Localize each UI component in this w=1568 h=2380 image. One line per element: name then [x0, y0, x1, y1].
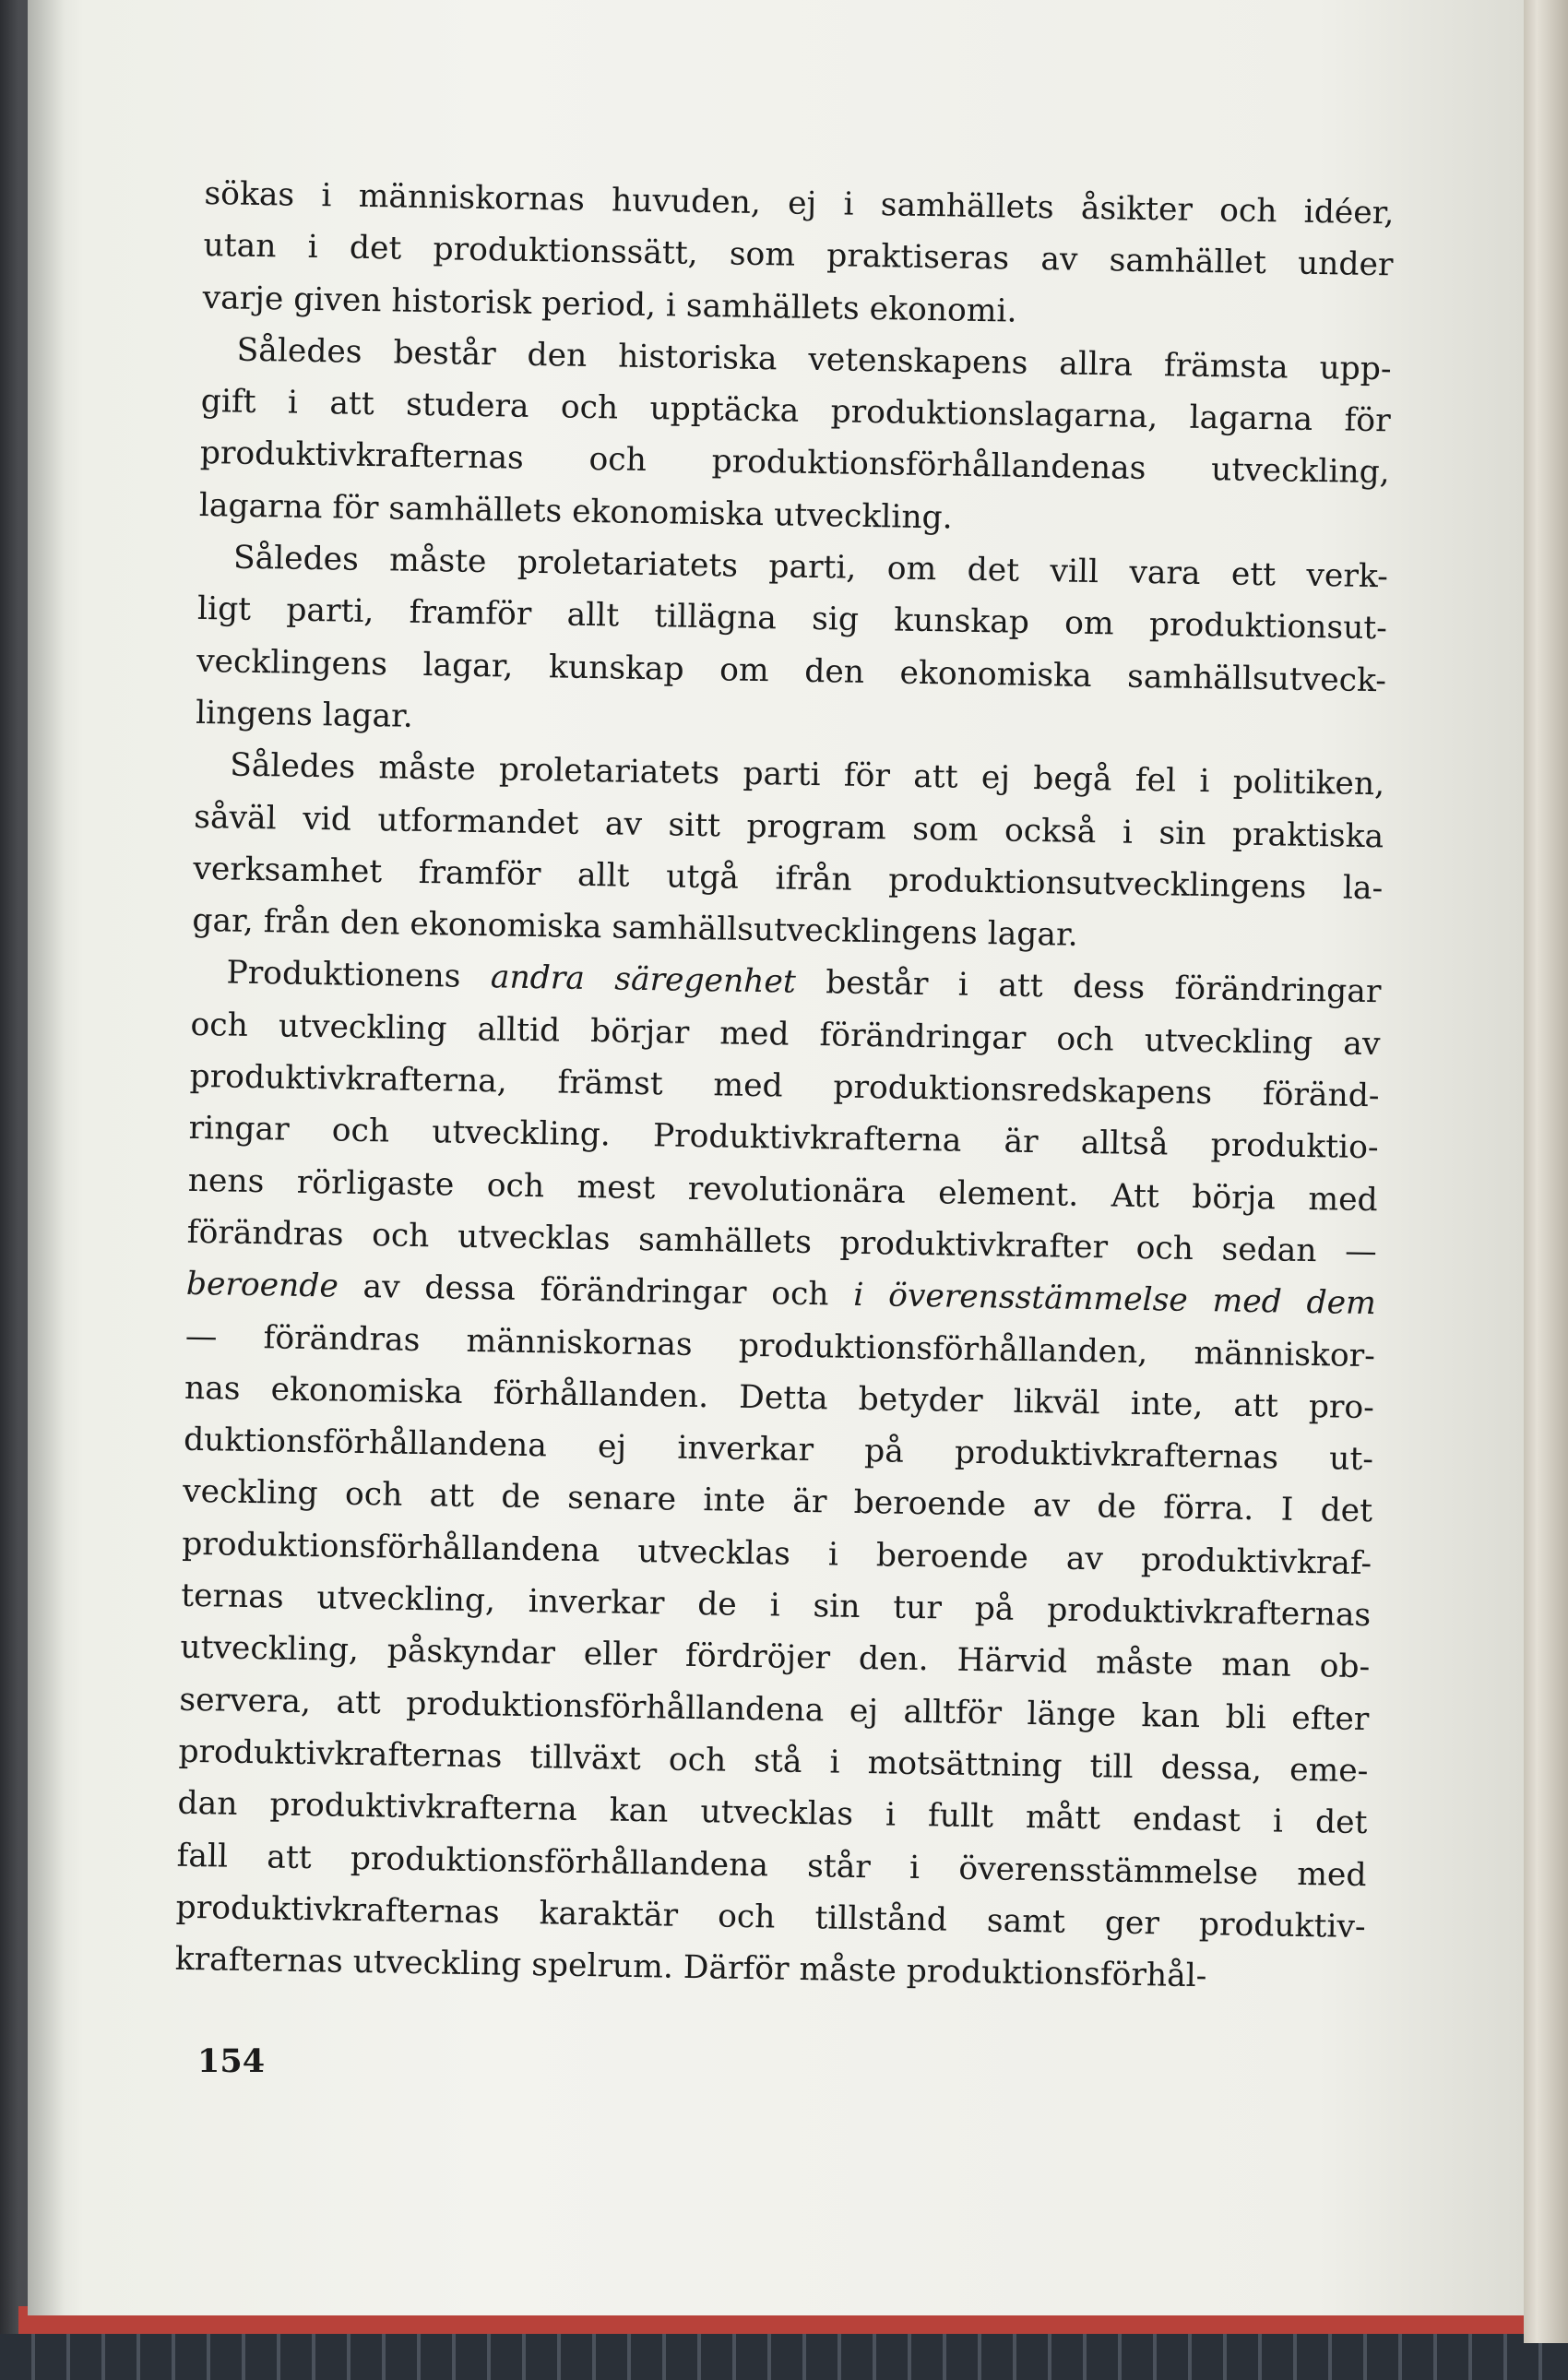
spine-shadow	[28, 0, 65, 2315]
text-line: sökas i människornas huvuden, ej i samhällets åsikter och idéer,	[204, 174, 1395, 232]
text-line: Således består den historiska vetenskapens allra främsta upp-	[236, 331, 1392, 388]
text-line: verksamhet framför allt utgå ifrån produktionsutvecklingens la-	[193, 850, 1384, 908]
text-line: vecklingens lagar, kunskap om den ekonomiska samhällsutveck-	[196, 642, 1387, 699]
text-line: gar, från den ekonomiska samhällsutvecklingens lagar.	[192, 902, 1079, 954]
text-line: dan produktivkrafterna kan utvecklas i fullt mått endast i det	[177, 1784, 1368, 1842]
page-number: 154	[197, 2042, 266, 2080]
text-line: krafternas utveckling spelrum. Därför måste produktionsförhål-	[174, 1940, 1207, 1995]
text-line: veckling och att de senare inte är beroende av de förra. I det	[182, 1473, 1373, 1530]
text-run: består i att dess förändringar	[795, 964, 1382, 1011]
text-line: förändras och utvecklas samhällets produktivkrafter och sedan —	[186, 1213, 1378, 1271]
text-line: såväl vid utformandet av sitt program som också i sin praktiska	[194, 798, 1384, 855]
text-line: servera, att produktionsförhållandena ej alltför länge kan bli efter	[179, 1681, 1370, 1738]
text-line: nens rörligaste och mest revolutionära element. Att börja med	[187, 1161, 1378, 1219]
text-line: och utveckling alltid börjar med förändringar och utveckling av	[190, 1006, 1381, 1064]
emphasized-text: andra säregenhet	[490, 958, 797, 1002]
surface-strip	[0, 2334, 1568, 2380]
text-run: av dessa förändringar och	[338, 1267, 854, 1315]
text-line: fall att produktionsförhållandena står i överensstämmelse med	[176, 1837, 1367, 1894]
text-run: Produktionens	[226, 954, 492, 996]
emphasized-text: i överensstämmelse med dem	[853, 1277, 1377, 1323]
text-line: lingens lagar.	[195, 694, 414, 735]
text-line: ternas utveckling, inverkar de i sin tur på produktivkrafternas	[181, 1577, 1372, 1635]
text-line: duktionsförhållandena ej inverkar på produktivkrafternas ut-	[183, 1421, 1374, 1479]
text-line: utan i det produktionssätt, som praktiseras av samhället under	[203, 227, 1394, 284]
text-line: produktivkrafternas karaktär och tillstånd samt ger produktiv-	[175, 1888, 1366, 1946]
text-line: gift i att studera och upptäcka produktionslagarna, lagarna för	[200, 383, 1391, 440]
text-line: varje given historisk period, i samhällets ekonomi.	[202, 279, 1017, 330]
text-line: utveckling, påskyndar eller fördröjer den. Härvid måste man ob-	[180, 1629, 1371, 1686]
adjacent-page-edge	[1524, 0, 1568, 2343]
text-line: Således måste proletariatets parti, om det vill vara ett verk-	[232, 539, 1389, 596]
emphasized-text: beroende	[185, 1266, 339, 1305]
text-line: produktionsförhållandena utvecklas i beroende av produktivkraf-	[181, 1525, 1372, 1582]
text-line: ringar och utveckling. Produktivkrafterna är alltså produktio-	[188, 1110, 1379, 1167]
text-line: — förändras människornas produktionsförhållanden, människor-	[184, 1317, 1376, 1374]
text-line: lagarna för samhällets ekonomiska utveckling.	[198, 486, 953, 537]
text-line: ligt parti, framför allt tillägna sig kunskap om produktionsut-	[196, 590, 1388, 648]
text-line: Således måste proletariatets parti för att ej begå fel i politiken,	[229, 746, 1385, 803]
text-line: nas ekonomiska förhållanden. Detta betyder likväl inte, att pro-	[184, 1369, 1375, 1427]
text-line: produktivkrafterna, främst med produktionsredskapens föränd-	[189, 1057, 1380, 1115]
text-line: produktivkrafternas och produktionsförhållandenas utveckling,	[199, 434, 1391, 492]
page-body-text	[174, 168, 1394, 2005]
text-line: produktivkrafternas tillväxt och stå i motsättning till dessa, eme-	[178, 1732, 1369, 1791]
